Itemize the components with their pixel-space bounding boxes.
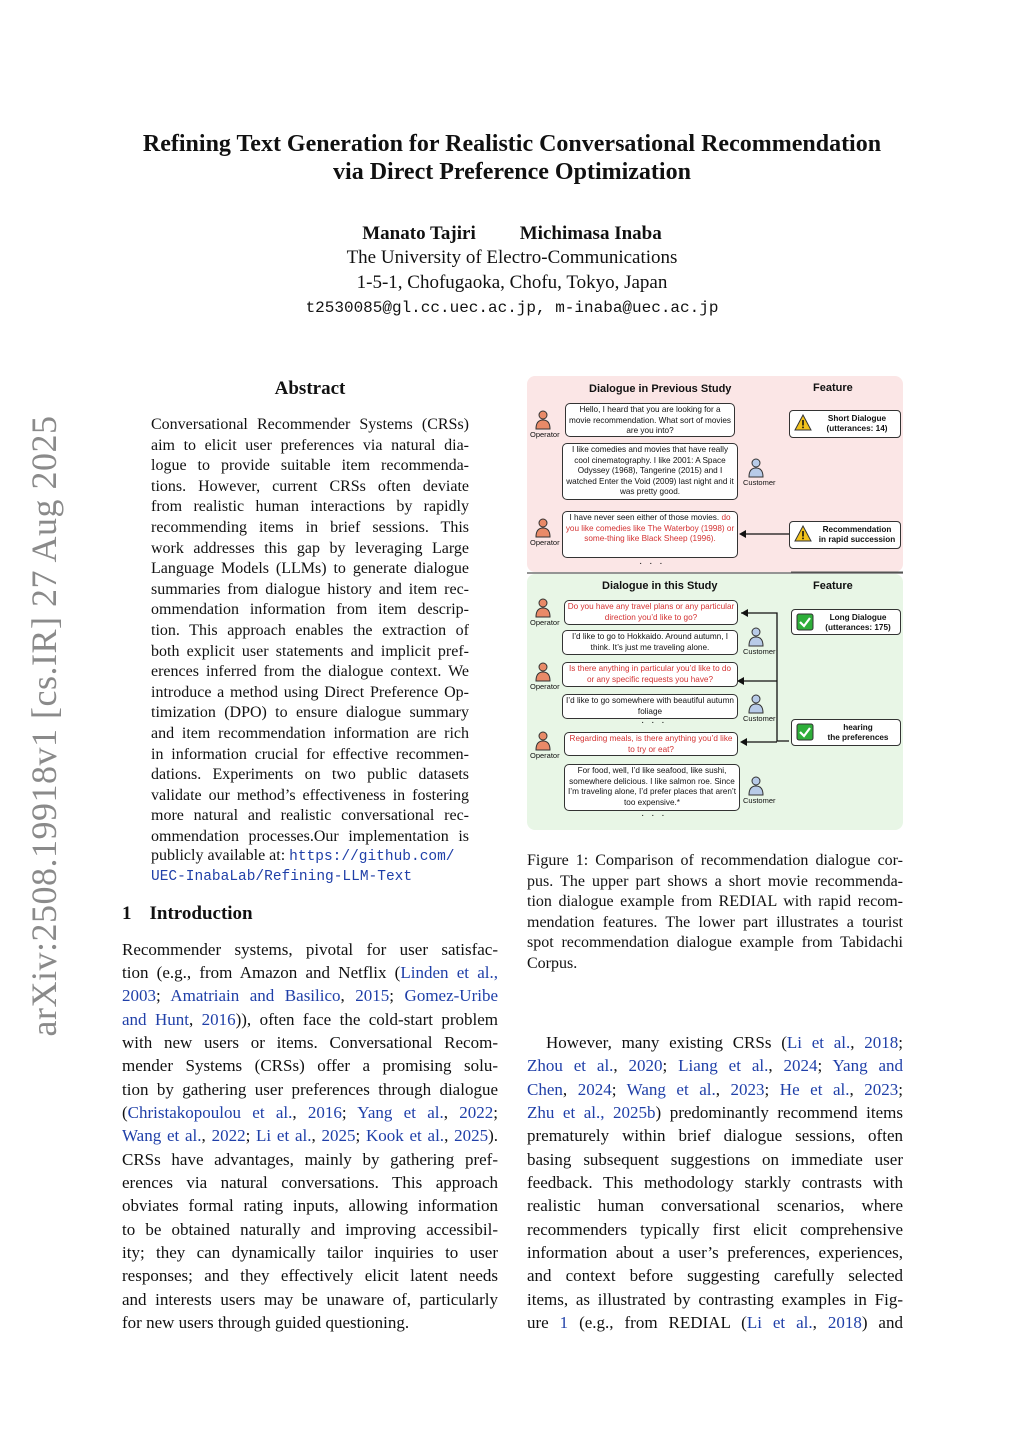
citation-link[interactable]: Kook et al. <box>365 1126 445 1145</box>
intro-number: 1 <box>122 903 132 924</box>
person-icon <box>535 662 551 682</box>
abstract-line: aim to elicit user preferences via natural dia- <box>151 436 469 454</box>
intro-right-line: Zhou et al., 2020; Liang et al., 2024; Yang and <box>527 1056 903 1075</box>
citation-link[interactable]: 2025b <box>613 1103 656 1122</box>
intro-left-line: 2003; Amatriain and Basilico, 2015; Gomez-Uribe <box>122 986 499 1005</box>
citation-link[interactable]: 2025 <box>321 1126 356 1145</box>
abstract-line: recommending items in brief sessions. This <box>151 519 469 536</box>
intro-left-line: obviates formal rating inputs, allowing information <box>122 1196 498 1215</box>
intro-left-line: to be obtained naturally and improving accessibil- <box>122 1220 498 1239</box>
customer-avatar: Customer <box>743 776 769 805</box>
this-dialogue-title: Dialogue in this Study <box>602 580 718 592</box>
person-icon <box>535 731 551 751</box>
abstract-line: from realistic human interactions by rapidly <box>151 498 469 516</box>
intro-right-line: information about a user’s preferences, experiences, <box>527 1243 903 1262</box>
figure-ref-link[interactable]: 1 <box>559 1313 569 1332</box>
abstract-line: summaries from dialogue history and item rec- <box>151 580 469 598</box>
intro-title: Introduction <box>149 903 253 924</box>
citation-link[interactable]: Amatriain and Basilico <box>170 986 341 1005</box>
prev-feature-title: Feature <box>813 382 853 394</box>
this-bubble-4: I’d like to go somewhere with beautiful autumn foliage <box>562 694 738 719</box>
intro-left-line: mender Systems (CRSs) offer a promising solu- <box>122 1056 498 1075</box>
intro-left-line: CRSs have advantages, mainly by gathering pref- <box>122 1150 498 1169</box>
ellipsis: · · · <box>641 717 667 728</box>
person-icon <box>748 627 764 647</box>
citation-link[interactable]: 2018 <box>864 1033 899 1052</box>
operator-avatar: Operator <box>530 731 556 760</box>
warning-icon <box>794 414 812 431</box>
citation-link[interactable]: Wang et al. <box>122 1126 202 1145</box>
abstract-line: introduce a method using Direct Preference Op- <box>151 683 469 701</box>
arrow-rec-head <box>739 530 746 538</box>
intro-left-line: erences via natural conversations. This approach <box>122 1173 498 1192</box>
person-icon <box>748 776 764 796</box>
arxiv-stamp <box>0 0 90 1448</box>
intro-right-line: items, as illustrated by contrasting examples in Fig- <box>527 1290 903 1309</box>
intro-left-line: and interests users may be unaware of, particularly <box>122 1290 498 1309</box>
citation-link[interactable]: Li et al. <box>746 1313 813 1332</box>
ellipsis: · · · <box>639 558 665 569</box>
citation-link[interactable]: 2022 <box>211 1126 246 1145</box>
intro-right-line: feedback. This methodology starkly contrasts with <box>527 1173 903 1192</box>
abstract-heading: Abstract <box>274 378 346 399</box>
citation-link[interactable]: 2023 <box>864 1080 899 1099</box>
prev-bubble-1: Hello, I heard that you are looking for a movie recommendation. What sort of movies are you into? <box>565 403 735 437</box>
abstract-line: erences inferred from the dialogue context. We <box>151 663 469 681</box>
citation-link[interactable]: 2018 <box>827 1313 862 1332</box>
caption-line: mendation features. The lower part illustrates a tourist <box>527 913 903 931</box>
intro-left-line: ity; they can dynamically tailor inquiries to user <box>122 1243 498 1262</box>
prev-dialogue-title: Dialogue in Previous Study <box>589 383 732 395</box>
person-icon <box>748 458 764 478</box>
title-line-1: Refining Text Generation for Realistic Conversational Recommendation <box>142 131 882 157</box>
abstract-line: ommendation information from item descrip- <box>151 601 469 619</box>
feature-rapid-recommendation: Recommendation in rapid succession <box>789 521 901 549</box>
title-line-2: via Direct Preference Optimization <box>333 159 691 185</box>
caption-line: pus. The upper part shows a short movie recommenda- <box>527 872 903 890</box>
abstract-line: and item recommendation information are rich <box>151 725 469 742</box>
caption-line: tion dialogue example from REDIAL with rapid recom- <box>527 893 903 911</box>
intro-left-line: with new users or items. Conversational Recom- <box>122 1033 498 1052</box>
abstract-line: work addresses this gap by leveraging Large <box>151 539 469 557</box>
this-bubble-1: Do you have any travel plans or any particular direction you’d like to go? <box>564 600 738 625</box>
citation-link[interactable]: Zhu et al. <box>527 1103 601 1122</box>
abstract-link-line-1 <box>151 846 469 868</box>
figure-caption <box>527 851 903 975</box>
citation-link[interactable]: He et al. <box>779 1080 850 1099</box>
person-icon <box>535 410 551 430</box>
abstract-line: tions. However, current CRSs often deviate <box>151 477 469 495</box>
github-link-1[interactable]: https://github.com/ <box>289 849 455 865</box>
github-link-2[interactable]: UEC-InabaLab/Refining-LLM-Text <box>151 869 413 885</box>
prev-bubble-2: I like comedies and movies that have really cool cinematography. I like 2001: A Space Odyssey (1968), Tangerine (2015) and I watched Enter the Void (2009) last night and it was pretty good. <box>562 443 738 500</box>
intro-right-line: and context before suggesting carefully selected <box>527 1266 903 1285</box>
citation-link[interactable]: Li et al. <box>786 1033 851 1052</box>
this-bubble-6: For food, well, I’d like seafood, like sushi, somewhere delicious. I like salmon roe. Since I’m traveling alone, I’d prefer places that aren’t too expensive.* <box>564 764 740 811</box>
intro-left-line: (Christakopoulou et al., 2016; Yang et al., 2022; <box>122 1103 498 1122</box>
emails: t2530085@gl.cc.uec.ac.jp, m-inaba@uec.ac.jp <box>305 299 719 317</box>
check-icon <box>796 613 814 631</box>
intro-right-line: Chen, 2024; Wang et al., 2023; He et al., 2023; <box>527 1080 904 1099</box>
abstract-line: more natural and realistic conversational rec- <box>151 807 469 825</box>
caption-line: spot recommendation dialogue example from Tabidachi <box>527 934 903 952</box>
address: 1-5-1, Chofugaoka, Chofu, Tokyo, Japan <box>356 272 668 293</box>
paper-title <box>100 130 924 186</box>
figure-1 <box>527 376 903 830</box>
abstract-line: logue to provide suitable item recommenda- <box>151 457 469 475</box>
abstract-line: Conversational Recommender Systems (CRSs) <box>151 416 469 433</box>
abstract-line: timization (DPO) to ensure dialogue summary <box>151 704 469 722</box>
author-1: Manato Tajiri <box>362 223 476 244</box>
citation-link[interactable]: Linden et al., <box>400 963 498 982</box>
intro-left-line: and Hunt, 2016)), often face the cold-start problem <box>122 1010 499 1029</box>
operator-avatar: Operator <box>530 598 556 627</box>
citation-link[interactable]: Liang et al. <box>678 1056 769 1075</box>
citation-link[interactable]: 2024 <box>577 1080 612 1099</box>
citation-link[interactable]: 2016 <box>201 1010 236 1029</box>
citation-link[interactable]: Chen <box>527 1080 563 1099</box>
this-bubble-5: Regarding meals, is there anything you’d like to try or eat? <box>564 732 738 756</box>
abstract-line: validate our method’s effectiveness in fostering <box>151 786 469 804</box>
caption-line: Corpus. <box>527 954 578 972</box>
abstract-line: Language Models (LLMs) to generate dialogue <box>151 560 469 578</box>
this-bubble-3: Is there anything in particular you’d like to do or any specific requests you have? <box>562 662 738 687</box>
citation-link[interactable]: 2024 <box>783 1056 818 1075</box>
affiliation: The University of Electro-Communications <box>346 247 678 268</box>
citation-link[interactable]: Zhou et al. <box>527 1056 614 1075</box>
citation-link[interactable]: and Hunt <box>122 1010 189 1029</box>
citation-link[interactable]: 2003 <box>122 986 156 1005</box>
abstract-line: tion. This approach enables the extraction of <box>151 622 469 639</box>
check-icon <box>796 723 814 741</box>
intro-left-line: tion by gathering user preferences through dialogue <box>122 1080 498 1099</box>
citation-link[interactable]: Christakopoulou et al. <box>127 1103 293 1122</box>
abstract-line: dations. Experiments on two public datasets <box>151 766 469 784</box>
operator-avatar: Operator <box>530 410 556 439</box>
abstract-line: both explicit user statements and implicit pref- <box>151 642 469 660</box>
authors <box>100 222 924 246</box>
citation-link[interactable]: Yang et al. <box>357 1103 444 1122</box>
this-feature-title: Feature <box>813 580 853 592</box>
operator-avatar: Operator <box>530 662 556 691</box>
intro-left-line: responses; and they effectively elicit latent needs <box>122 1266 498 1285</box>
customer-avatar: Customer <box>743 458 769 487</box>
citation-link[interactable]: Gomez-Uribe <box>404 986 499 1005</box>
citation-link[interactable]: Wang et al. <box>626 1080 716 1099</box>
citation-link[interactable]: 2020 <box>628 1056 663 1075</box>
intro-left-line: tion (e.g., from Amazon and Netflix (Linden et al., <box>122 963 498 982</box>
abstract-link-prefix: publicly available at: <box>151 847 286 864</box>
intro-right-line: prematurely within brief dialogue sessions, often <box>527 1126 903 1145</box>
person-icon <box>535 518 551 538</box>
abstract-line: ommendation processes.Our implementation is <box>151 828 469 845</box>
intro-right-line: However, many existing CRSs (Li et al., 2018; <box>546 1033 903 1052</box>
feature-short-dialogue: Short Dialogue (utterances: 14) <box>789 410 901 438</box>
intro-right-line: realistic human conversational scenarios, where <box>527 1196 903 1215</box>
feature-hearing-preferences: hearing the preferences <box>791 719 901 746</box>
citation-link[interactable]: 2016 <box>307 1103 342 1122</box>
author-2: Michimasa Inaba <box>519 223 662 244</box>
intro-right-line: basing subsequent suggestions on immediate user <box>527 1150 903 1169</box>
citation-link[interactable]: 2023 <box>730 1080 765 1099</box>
intro-left-line: for new users through guided questioning. <box>122 1313 410 1332</box>
citation-link[interactable]: 2015 <box>355 986 390 1005</box>
intro-heading <box>122 903 253 925</box>
intro-left-line: Recommender systems, pivotal for user satisfac- <box>122 940 498 959</box>
intro-right-line: Zhu et al., 2025b) predominantly recommend items <box>527 1103 903 1122</box>
intro-left-line: Wang et al., 2022; Li et al., 2025; Kook et al., 2025). <box>122 1126 498 1145</box>
abstract-line: in information crucial for effective recommen- <box>151 745 469 763</box>
citation-link[interactable]: Yang and <box>832 1056 903 1075</box>
operator-avatar: Operator <box>530 518 556 547</box>
intro-right-line: ure 1 (e.g., from REDIAL (Li et al., 2018) and <box>527 1313 903 1332</box>
arxiv-id: arXiv:2508.19918v1 [cs.IR] 27 Aug 2025 <box>24 415 64 1037</box>
citation-link[interactable]: Li et al. <box>256 1126 312 1145</box>
intro-right-line: recommenders typically first elicit comprehensive <box>527 1220 903 1239</box>
prev-bubble-3: I have never seen either of those movies. do you like comedies like The Waterboy (1998) or some-thing like Black Sheep (1996). <box>562 511 738 558</box>
citation-link[interactable]: 2025 <box>454 1126 489 1145</box>
person-icon <box>535 598 551 618</box>
customer-avatar: Customer <box>743 694 769 723</box>
person-icon <box>748 694 764 714</box>
caption-line: Figure 1: Comparison of recommendation dialogue cor- <box>527 852 903 869</box>
ellipsis: · · · <box>641 810 667 821</box>
this-bubble-2: I’d like to go to Hokkaido. Around autumn, I think. It’s just me traveling alone. <box>562 630 738 655</box>
warning-icon <box>794 525 812 542</box>
citation-link[interactable]: 2022 <box>459 1103 494 1122</box>
customer-avatar: Customer <box>743 627 769 656</box>
feature-long-dialogue: Long Dialogue (utterances: 175) <box>791 609 901 635</box>
